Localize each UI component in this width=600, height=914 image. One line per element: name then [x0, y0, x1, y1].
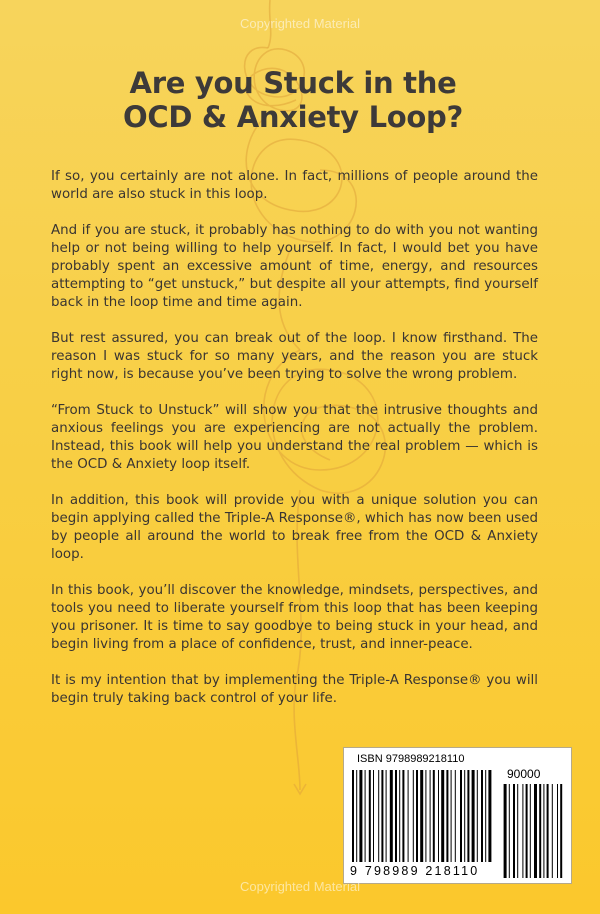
barcode-bar — [481, 770, 483, 862]
barcode-bar — [451, 770, 452, 862]
isbn-digits: 9 798989 218110 — [350, 864, 480, 878]
barcode-bar — [467, 770, 469, 862]
copyright-watermark-bottom: Copyrighted Material — [240, 879, 360, 894]
addon-barcode-bar — [504, 784, 507, 878]
paragraph-1: If so, you certainly are not alone. In fact, millions of people around the world are also stuck in this loop. — [51, 169, 538, 202]
addon-barcode-bar — [513, 784, 515, 878]
barcode-bar — [485, 770, 486, 862]
addon-barcode-bar — [543, 784, 544, 878]
barcode-bar — [369, 770, 371, 862]
addon-barcode-bar — [547, 784, 549, 878]
isbn-barcode — [343, 747, 572, 884]
page-title — [0, 66, 586, 134]
barcode-bar — [390, 770, 393, 862]
barcode-bar — [359, 770, 362, 862]
barcode-bar — [399, 770, 400, 862]
title-line-1: Are you Stuck in the — [129, 66, 457, 100]
barcode-bar — [386, 770, 387, 862]
barcode-bar — [455, 770, 456, 862]
addon-barcode-bar — [552, 784, 553, 878]
paragraph-2: And if you are stuck, it probably has nothing to do with you not wanting help or not being willing to help yourself. In fact, I would bet you have probably spent an excessive amount of time, energy, and resources attempting to “get unstuck,” but despite all your attempts, find yourself back in the loop time and time again. — [51, 223, 538, 310]
addon-barcode-bar — [517, 784, 518, 878]
barcode-bar — [352, 770, 354, 862]
paragraph-6: In this book, you’ll discover the knowledge, mindsets, perspectives, and tools you need to liberate yourself from this loop that has been keeping you prisoner. It is time to say goodbye to being stuck in your head, and begin living from a place of confidence, trust, and inner-peace. — [51, 583, 538, 652]
barcode-bar — [430, 770, 431, 862]
isbn-label: ISBN 9798989218110 — [357, 753, 465, 765]
paragraph-7: It is my intention that by implementing the Triple-A Response® you will begin truly taking back control of your life. — [51, 673, 538, 706]
barcode-bar — [433, 770, 435, 862]
barcode-bars — [344, 748, 571, 883]
barcode-bar — [446, 770, 448, 862]
addon-barcode-bar — [534, 784, 537, 878]
paragraph-3: But rest assured, you can break out of the loop. I know firsthand. The reason I was stuck for so many years, and the reason you are stuck right now, is because you’ve been trying to solve the wrong problem. — [51, 331, 538, 382]
title-line-2: OCD & Anxiety Loop? — [123, 100, 463, 134]
barcode-bar — [416, 770, 418, 862]
price-code: 90000 — [507, 767, 541, 781]
barcode-bar — [381, 770, 383, 862]
barcode-bar — [488, 770, 491, 862]
barcode-bar — [365, 770, 366, 862]
barcode-bar — [477, 770, 478, 862]
addon-barcode-bar — [522, 784, 523, 878]
barcode-bar — [378, 770, 379, 862]
barcode-bar — [425, 770, 426, 862]
barcode-bar — [438, 770, 439, 862]
addon-barcode-bar — [509, 784, 510, 878]
barcode-bar — [395, 770, 397, 862]
barcode-bar — [373, 770, 374, 862]
barcode-bar — [464, 770, 465, 862]
addon-barcode-bar — [530, 784, 531, 878]
addon-barcode-bar — [557, 784, 558, 878]
barcode-bar — [356, 770, 357, 862]
barcode-bar — [420, 770, 423, 862]
barcode-bar — [460, 770, 462, 862]
barcode-bar — [413, 770, 414, 862]
addon-barcode-bar — [526, 784, 528, 878]
barcode-bar — [472, 770, 475, 862]
addon-barcode-bar — [539, 784, 541, 878]
addon-barcode-bar — [560, 784, 562, 878]
barcode-bar — [402, 770, 404, 862]
barcode-bar — [441, 770, 444, 862]
paragraph-5: In addition, this book will provide you with a unique solution you can begin applying called the Triple-A Response®, which has now been used by people all around the world to break free from the OCD & Anxiety loop. — [51, 493, 538, 562]
paragraph-4: “From Stuck to Unstuck” will show you that the intrusive thoughts and anxious feelings you are experiencing are not actually the problem. Instead, this book will help you understand the real problem — which is the OCD & Anxiety loop itself. — [51, 403, 538, 472]
back-cover-blurb — [51, 168, 538, 726]
barcode-bar — [408, 770, 409, 862]
copyright-watermark-top: Copyrighted Material — [240, 16, 360, 31]
